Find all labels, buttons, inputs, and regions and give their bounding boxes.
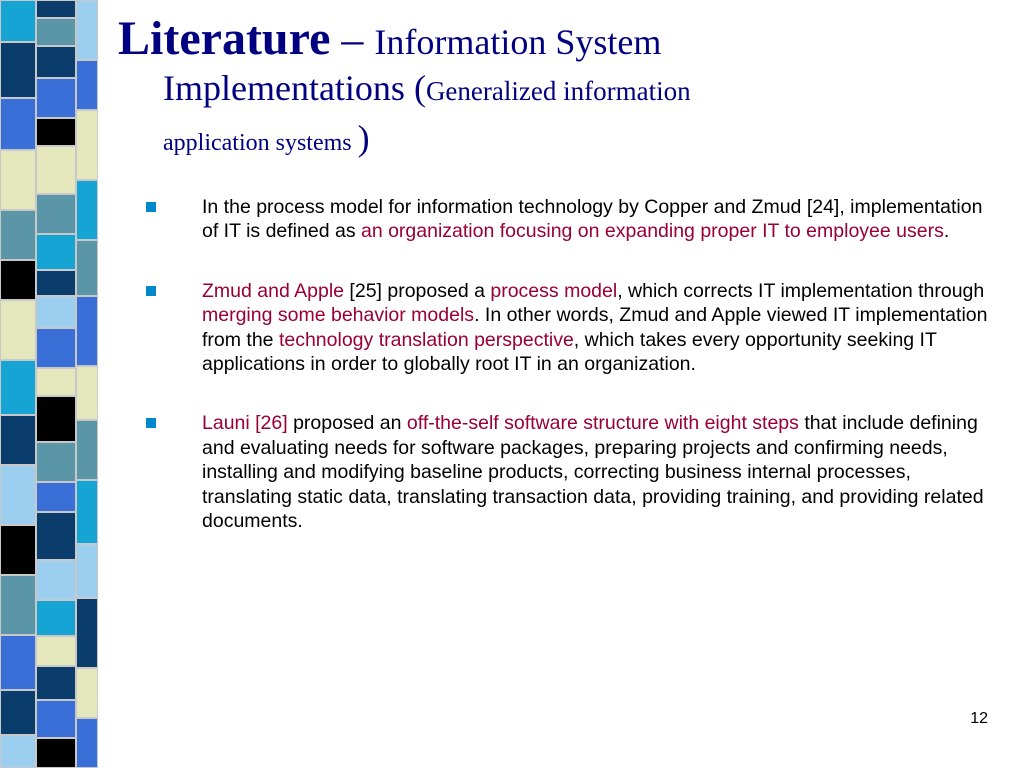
strip-block [0,300,36,360]
highlighted-text: process model [490,279,618,302]
strip-block [0,260,36,300]
strip-block [98,0,118,768]
strip-block [36,270,76,296]
strip-block [0,0,36,42]
decorative-strip [0,0,118,768]
title-line-1 [118,12,998,66]
strip-block [76,60,98,110]
page-number: 12 [970,710,988,727]
strip-block [36,18,76,46]
title-close-paren: ) [357,118,370,159]
strip-block [76,718,98,768]
strip-block [76,366,98,420]
highlighted-text: an organization focusing on expanding proper IT to employee users [360,220,944,243]
highlighted-text: off-the-self software structure with eight steps [406,412,799,435]
bullet-text: In the process model for information technology by Copper and Zmud [24], implementation of IT is defined as [202,196,983,243]
strip-block [76,180,98,240]
strip-block [76,296,98,366]
strip-block [0,98,36,150]
strip-block [76,240,98,296]
strip-block [36,560,76,600]
strip-block [36,442,76,482]
bullet-text: , which corrects IT implementation through [617,279,985,302]
strip-block [76,544,98,598]
strip-block [36,234,76,270]
strip-block [36,46,76,78]
strip-block [36,328,76,368]
strip-block [0,465,36,525]
bullet-item [140,195,1000,244]
title-implementations: Implementations ( [163,67,426,108]
title-application-systems: application systems [163,130,358,157]
bullet-item [140,279,1000,377]
strip-block [0,690,36,735]
strip-block [76,0,98,60]
title-information-system: Information System [374,22,662,62]
strip-block [0,360,36,415]
bullet-text: . [943,220,950,243]
strip-block [36,0,76,18]
highlighted-text: technology translation perspective [278,328,574,351]
bullet-list [140,195,1000,568]
strip-block [0,42,36,98]
strip-block [36,78,76,118]
highlighted-text: Launi [26] [202,412,288,435]
title-line-2 [163,68,998,108]
strip-block [36,118,76,146]
strip-block [36,146,76,194]
strip-block [76,668,98,718]
bullet-text: , which takes every opportunity seeking IT applications in order to globally root IT in an organization. [202,328,937,376]
strip-block [36,368,76,396]
strip-block [36,194,76,234]
strip-block [0,735,36,768]
strip-block [0,150,36,210]
title-line-3 [163,118,998,158]
bullet-text: . In other words, Zmud and Apple viewed IT implementation from the [202,304,988,351]
strip-block [0,210,36,260]
strip-block [0,525,36,575]
bullet-marker-icon [146,418,156,428]
strip-block [36,396,76,442]
strip-block [0,415,36,465]
slide-title [118,12,998,158]
bullet-text: that include defining and evaluating needs for software packages, preparing projects and confirming needs, installing and modifying baseline products, correcting business internal processes, translating static data, translating transaction data, providing training, and providing related documents. [202,412,984,533]
strip-block [36,512,76,560]
title-dash: – [330,15,375,64]
strip-block [36,636,76,666]
bullet-text: proposed an [287,412,407,435]
strip-block [76,598,98,668]
strip-block [36,296,76,328]
strip-block [36,482,76,512]
strip-block [36,700,76,738]
bullet-text: [25] proposed a [344,279,491,302]
strip-block [0,575,36,635]
title-generalized-information: Generalized information [425,75,691,106]
strip-block [36,738,76,768]
strip-block [76,480,98,544]
highlighted-text: merging some behavior models [202,304,475,327]
highlighted-text: Zmud and Apple [202,279,345,302]
strip-block [36,600,76,636]
strip-block [36,666,76,700]
strip-block [0,635,36,690]
bullet-item [140,411,1000,533]
title-literature: Literature [118,12,331,65]
bullet-marker-icon [146,202,156,212]
strip-block [76,110,98,180]
bullet-marker-icon [146,286,156,296]
strip-block [76,420,98,480]
